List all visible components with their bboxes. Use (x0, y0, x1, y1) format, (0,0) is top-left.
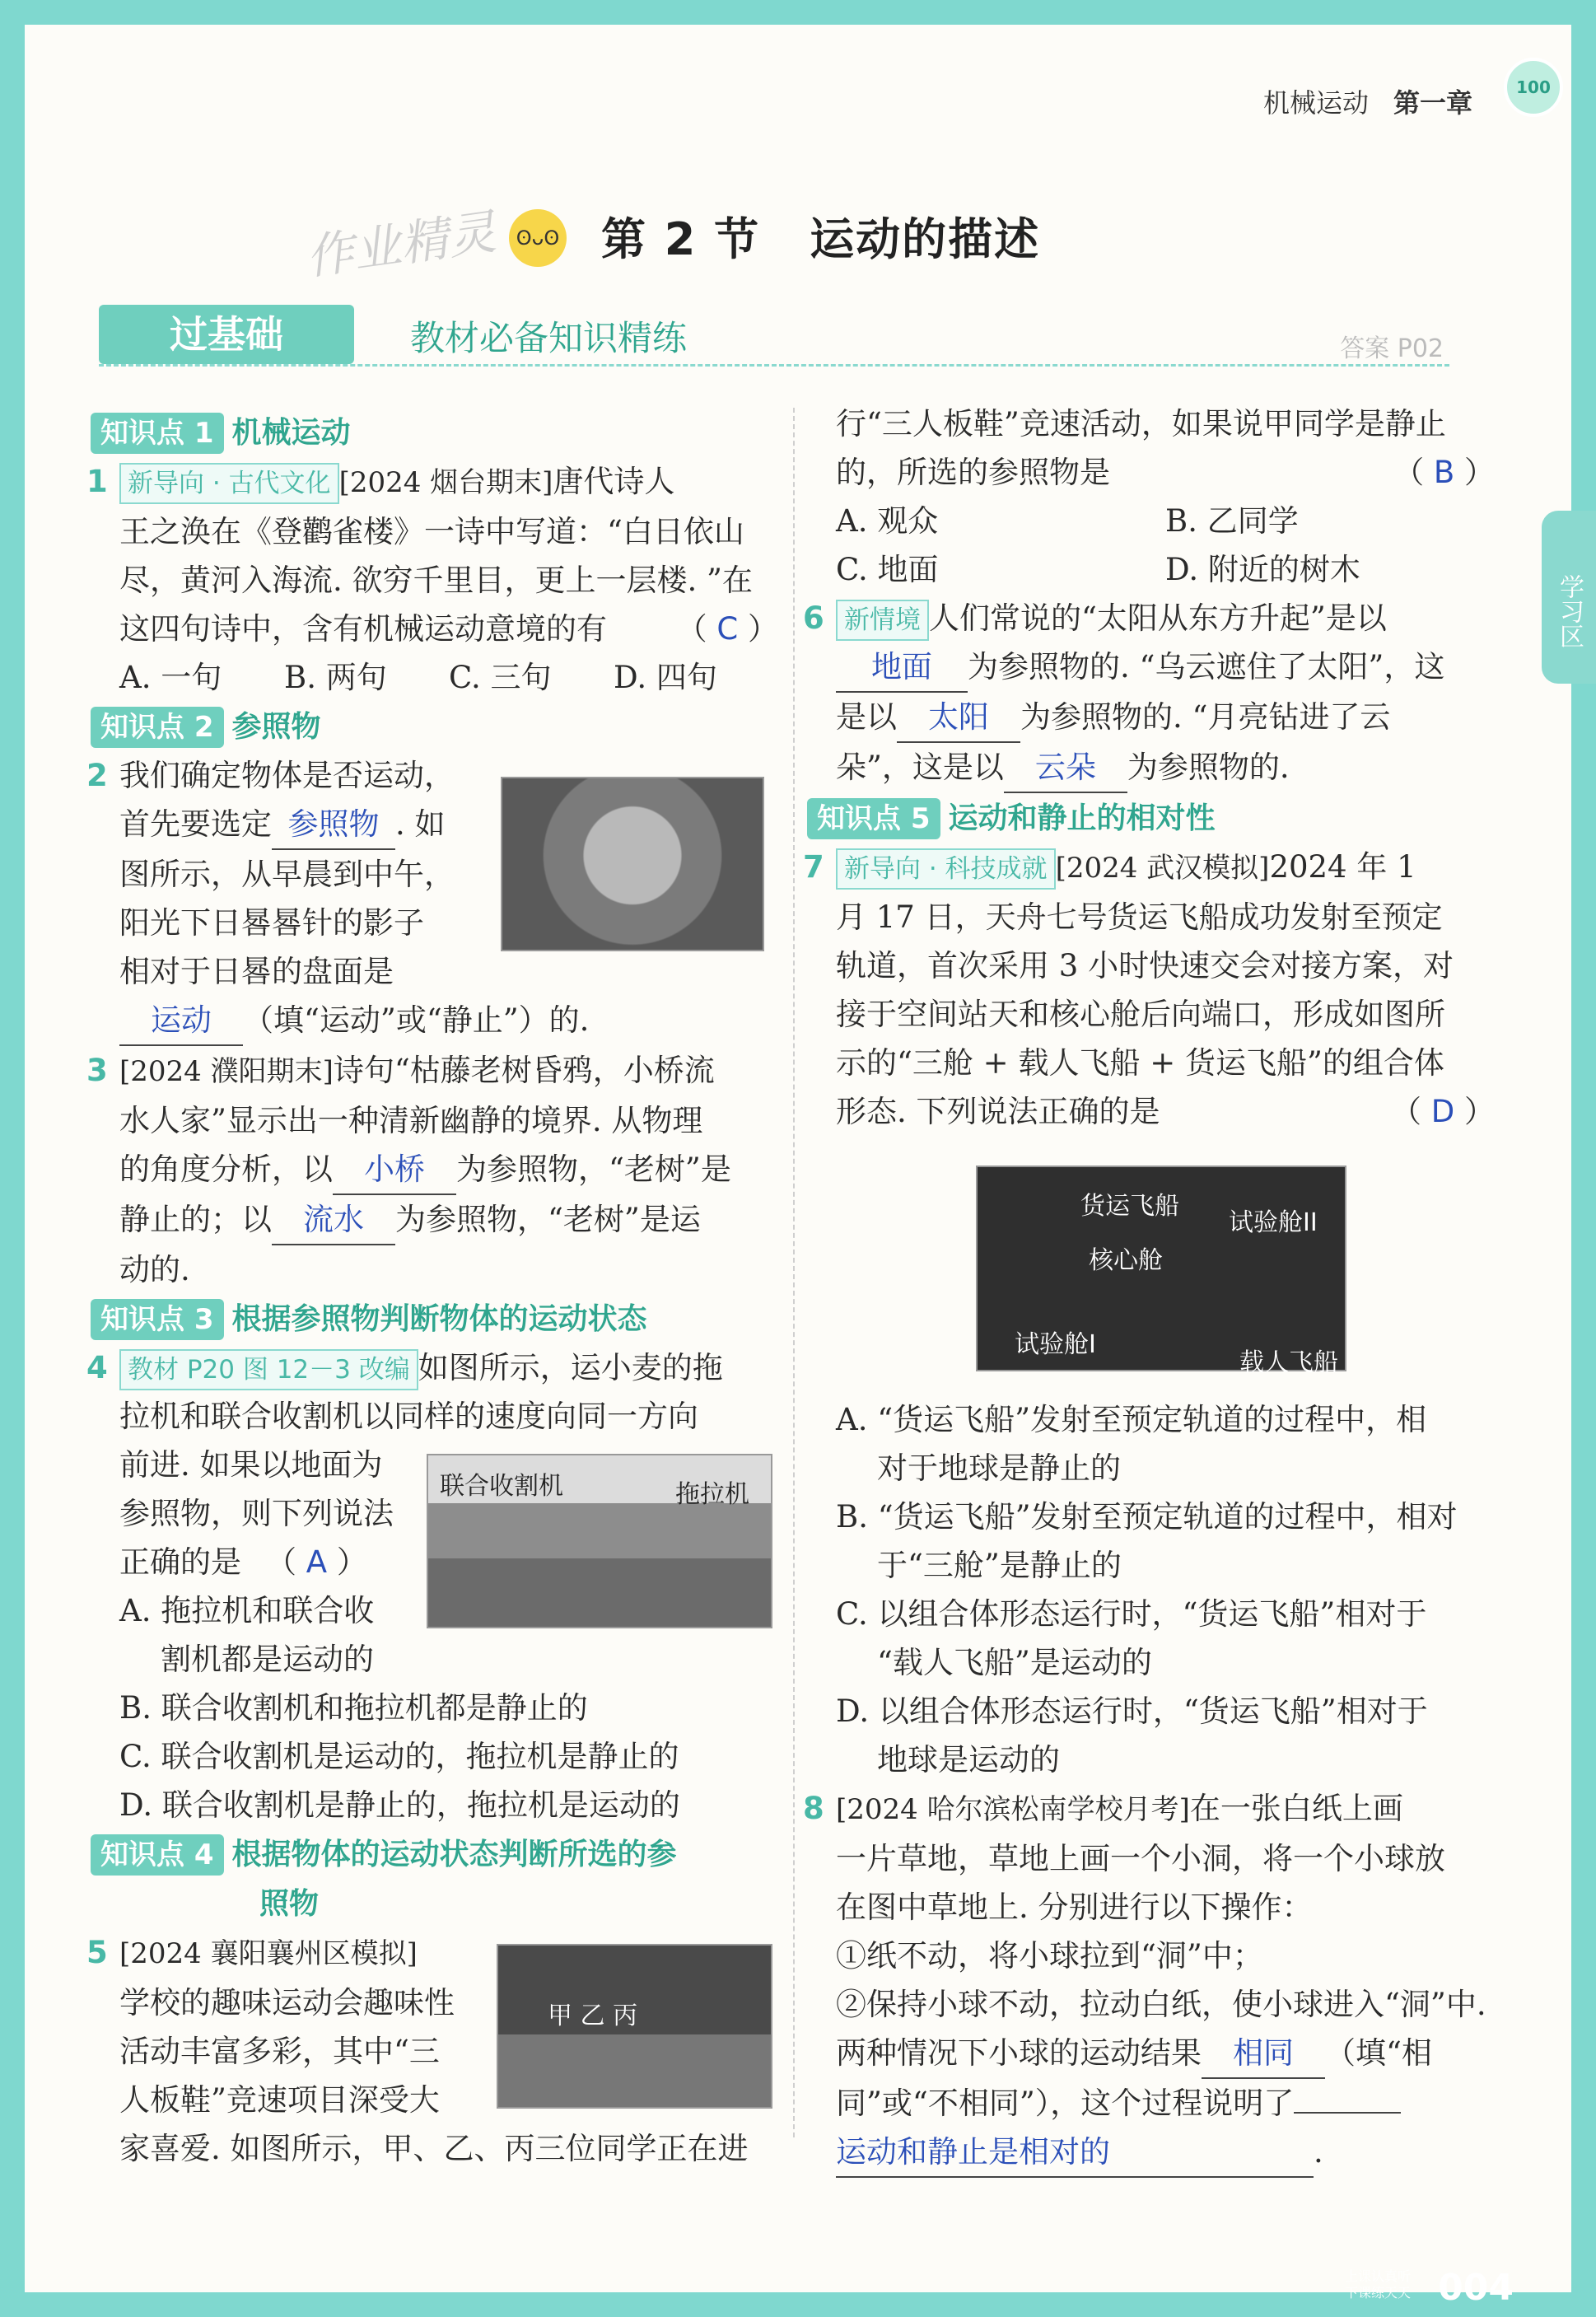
q2-line-1: 我们确定物体是否运动， (119, 758, 455, 793)
q4-option-a-2: 割机都是运动的 (161, 1642, 374, 1677)
page-number: 004 (1438, 2267, 1514, 2309)
sundial-photo (501, 777, 764, 951)
q8-line-1: 在一张白纸上画 (1189, 1791, 1403, 1826)
column-divider (793, 408, 795, 2137)
q6-line-4b: 为参照物的. (1127, 750, 1290, 785)
q4-answer: A (306, 1544, 328, 1580)
q5-answer-paren: （ B ） (1393, 455, 1495, 490)
q7-line-3: 轨道，首次采用 3 小时快速交会对接方案，对 (836, 948, 1454, 983)
q8-answer-2: 运动和静止是相对的 (836, 2128, 1314, 2178)
core-module-label: 核心舱 (1089, 1246, 1163, 1275)
q7-num: 7 (803, 849, 824, 885)
q6-answer-2: 太阳 (897, 693, 1020, 743)
q2-line-2b: . 如 (395, 806, 446, 842)
q7-option-c-2: “载人飞船”是运动的 (877, 1645, 1152, 1680)
q4-line-1: 如图所示，运小麦的拖 (418, 1350, 723, 1385)
q8-blank-tail (1294, 2112, 1401, 2114)
q5-line-2: 学校的趣味运动会趣味性 (119, 1985, 455, 2020)
q1-option-d: D. 四句 (614, 660, 717, 695)
q1-stem: 唐代诗人 (553, 464, 675, 499)
cargo-ship-label: 货运飞船 (1080, 1192, 1179, 1221)
right-band (1571, 0, 1596, 2317)
slogan-line-1: 上课认真听 (1344, 2268, 1411, 2284)
q7-line-4: 接于空间站天和核心舱后向端口，形成如图所 (836, 997, 1445, 1032)
q2-line-3: 图所示，从早晨到中午， (119, 857, 455, 892)
q8-line-2: 一片草地，草地上画一个小洞，将一个小球放 (836, 1841, 1445, 1876)
q8-num: 8 (803, 1791, 824, 1826)
lab-module-2-label: 试验舱II (1229, 1208, 1318, 1237)
q3-answer-1: 小桥 (333, 1145, 456, 1195)
study-zone-tab: 学习区 (1542, 511, 1596, 684)
q2-line-5: 相对于日晷的盘面是 (119, 954, 394, 989)
slogan-line-2: 下课练天天 (1344, 2285, 1411, 2301)
kp4-title: 根据物体的运动状态判断所选的参 (231, 1838, 677, 1871)
mascot-icon: 100 (1504, 58, 1563, 117)
race-photo (497, 1944, 772, 2109)
q1-num: 1 (86, 464, 108, 499)
q8-line-7: 同”或“不相同”），这个过程说明了 (836, 2086, 1295, 2121)
q5-option-c: C. 地面 (836, 552, 939, 587)
crew-ship-label: 载人飞船 (1239, 1348, 1338, 1377)
q4-option-a: A. 拖拉机和联合收 (119, 1593, 375, 1628)
q5-line-5: 家喜爱. 如图所示，甲、乙、丙三位同学正在进 (119, 2131, 749, 2166)
race-label: 甲 乙 丙 (548, 2002, 638, 2030)
q7-option-b-2: 于“三舱”是静止的 (877, 1548, 1122, 1583)
kp4-label: 知识点 4 (91, 1834, 224, 1876)
q7-source: [2024 武汉模拟] (1055, 852, 1270, 885)
q3-line-5: 动的. (119, 1252, 190, 1287)
answer-ref: 答案 P02 (1340, 334, 1444, 363)
q1-option-c: C. 三句 (449, 660, 552, 695)
q4-line-3: 前进. 如果以地面为 (119, 1447, 383, 1483)
q8-line-6b: （填“相 (1325, 2035, 1432, 2071)
section-subtitle: 教材必备知识精练 (410, 318, 688, 358)
q2-answer-1: 参照物 (272, 800, 395, 850)
q6-line-4: 朵”，这是以 (836, 750, 1004, 785)
q8-answer-1: 相同 (1202, 2029, 1325, 2079)
kp2-title: 参照物 (231, 710, 321, 744)
q4-num: 4 (86, 1350, 108, 1385)
footer-slogan (1345, 2268, 1411, 2301)
q3-source: [2024 濮阳期末] (119, 1055, 334, 1088)
q6-num: 6 (803, 600, 824, 636)
q7-option-b: B. “货运飞船”发射至预定轨道的过程中，相对 (836, 1499, 1458, 1535)
q5-line-7: 的，所选的参照物是 (836, 455, 1110, 490)
q3-line-3b: 为参照物，“老树”是 (456, 1151, 731, 1187)
q2-line-4: 阳光下日晷晷针的影子 (119, 905, 424, 941)
q2-line-6: （填“运动”或“静止”）的. (243, 1002, 590, 1038)
lab-module-1-label: 试验舱I (1015, 1330, 1096, 1359)
q4-tag: 教材 P20 图 12－3 改编 (119, 1349, 418, 1390)
q2-num: 2 (86, 758, 108, 793)
kp3-title: 根据参照物判断物体的运动状态 (231, 1302, 647, 1336)
q6-line-2: 为参照物的. “乌云遮住了太阳”，这 (968, 649, 1445, 684)
q5-line-6: 行“三人板鞋”竞速活动，如果说甲同学是静止 (836, 406, 1446, 441)
harvester-label: 联合收割机 (440, 1472, 563, 1501)
harvester-photo (427, 1454, 772, 1628)
q6-answer-1: 地面 (836, 642, 968, 693)
star-icon: ʘᴗʘ (509, 209, 567, 267)
chapter-label: 第一章 (1393, 87, 1472, 119)
q5-line-4: 人板鞋”竞速项目深受大 (119, 2082, 440, 2118)
q6-line-3b: 为参照物的. “月亮钻进了云 (1020, 699, 1391, 735)
kp1-title: 机械运动 (231, 416, 351, 450)
q1-stem-4: 这四句诗中，含有机械运动意境的有 (119, 611, 607, 647)
running-header (1263, 82, 1472, 120)
q2-line-2: 首先要选定 (119, 806, 272, 842)
q7-tag: 新导向 · 科技成就 (836, 848, 1056, 890)
q6-line-3: 是以 (836, 699, 897, 735)
kp3-label: 知识点 3 (91, 1299, 224, 1340)
q6-tag: 新情境 (836, 600, 929, 641)
q8-line-8: . (1314, 2134, 1323, 2170)
q5-option-a: A. 观众 (836, 503, 939, 539)
q7-line-2: 月 17 日，天舟七号货运飞船成功发射至预定 (836, 899, 1443, 935)
q7-option-d-2: 地球是运动的 (877, 1742, 1060, 1777)
q3-num: 3 (86, 1053, 108, 1088)
q7-line-6: 形态. 下列说法正确的是 (836, 1094, 1160, 1129)
q4-option-c: C. 联合收割机是运动的，拖拉机是静止的 (119, 1739, 679, 1774)
q8-source: [2024 哈尔滨松南学校月考] (836, 1793, 1190, 1826)
q4-answer-paren: （ A ） (266, 1544, 367, 1580)
left-column (86, 408, 778, 2173)
q1-option-b: B. 两句 (284, 660, 387, 695)
page-title (601, 204, 1040, 268)
q5-line-3: 活动丰富多彩，其中“三 (119, 2034, 440, 2069)
q3-line-4b: 为参照物，“老树”是运 (395, 1202, 701, 1237)
q5-option-d: D. 附近的树木 (1165, 552, 1360, 587)
q7-option-a-2: 对于地球是静止的 (877, 1450, 1121, 1486)
q1-answer: C (716, 611, 739, 647)
q1-stem-2: 王之涣在《登鹳雀楼》一诗中写道：“白日依山 (119, 514, 744, 549)
q4-line-2: 拉机和联合收割机以同样的速度向同一方向 (119, 1399, 698, 1434)
q3-line-4: 静止的；以 (119, 1202, 272, 1237)
q7-line-5: 示的“三舱 + 载人飞船 + 货运飞船”的组合体 (836, 1045, 1444, 1081)
kp5-title: 运动和静止的相对性 (948, 801, 1216, 835)
q7-option-c: C. 以组合体形态运行时，“货运飞船”相对于 (836, 1596, 1427, 1632)
left-band (0, 0, 25, 2317)
kp2-label: 知识点 2 (91, 707, 224, 748)
q4-line-5: 正确的是 (119, 1544, 241, 1580)
q4-line-4: 参照物，则下列说法 (119, 1496, 394, 1531)
kp1-label: 知识点 1 (91, 413, 224, 454)
section-number: 第 2 节 (601, 213, 761, 265)
q7-option-a: A. “货运飞船”发射至预定轨道的过程中，相 (836, 1402, 1427, 1437)
kp4-title-2: 照物 (259, 1887, 320, 1921)
chapter-topic: 机械运动 (1262, 87, 1369, 119)
q5-answer: B (1433, 455, 1455, 490)
q7-line-1: 2024 年 1 (1269, 849, 1416, 885)
q3-line-1: 诗句“枯藤老树昏鸦，小桥流 (333, 1053, 715, 1088)
section-badge: 过基础 (99, 305, 354, 364)
q5-source: [2024 襄阳襄州区模拟] (119, 1937, 418, 1970)
q5-option-b: B. 乙同学 (1165, 503, 1299, 539)
q8-line-6: 两种情况下小球的运动结果 (836, 2035, 1202, 2071)
q6-answer-3: 云朵 (1004, 743, 1127, 793)
kp5-label: 知识点 5 (807, 798, 940, 839)
q1-option-a: A. 一句 (119, 660, 222, 695)
q1-tag: 新导向 · 古代文化 (119, 463, 339, 504)
space-station-photo (976, 1166, 1346, 1377)
homework-logo: 作业精灵 (302, 203, 500, 286)
q7-answer: D (1430, 1094, 1455, 1129)
q8-line-4: ①纸不动，将小球拉到“洞”中； (836, 1938, 1263, 1974)
q4-option-b: B. 联合收割机和拖拉机都是静止的 (119, 1690, 588, 1726)
tractor-label: 拖拉机 (675, 1480, 749, 1509)
q7-answer-paren: （ D ） (1390, 1094, 1495, 1129)
q7-option-d: D. 以组合体形态运行时，“货运飞船”相对于 (836, 1693, 1428, 1729)
q8-line-3: 在图中草地上. 分别进行以下操作： (836, 1890, 1313, 1925)
q3-line-2: 水人家”显示出一种清新幽静的境界. 从物理 (119, 1103, 703, 1138)
q1-source: [2024 烟台期末] (338, 466, 553, 499)
q4-option-d: D. 联合收割机是静止的，拖拉机是运动的 (119, 1787, 680, 1823)
q6-line-1: 人们常说的“太阳从东方升起”是以 (929, 600, 1387, 636)
q3-answer-2: 流水 (272, 1195, 395, 1245)
q2-answer-2: 运动 (119, 996, 243, 1046)
section-name: 运动的描述 (810, 213, 1041, 265)
q3-line-3: 的角度分析，以 (119, 1151, 333, 1187)
q1-answer-paren: （ C ） (676, 611, 778, 647)
q8-line-5: ②保持小球不动，拉动白纸，使小球进入“洞”中. (836, 1987, 1486, 2022)
q1-stem-3: 尽，黄河入海流. 欲穷千里目，更上一层楼. ”在 (119, 563, 753, 598)
q5-num: 5 (86, 1935, 108, 1970)
